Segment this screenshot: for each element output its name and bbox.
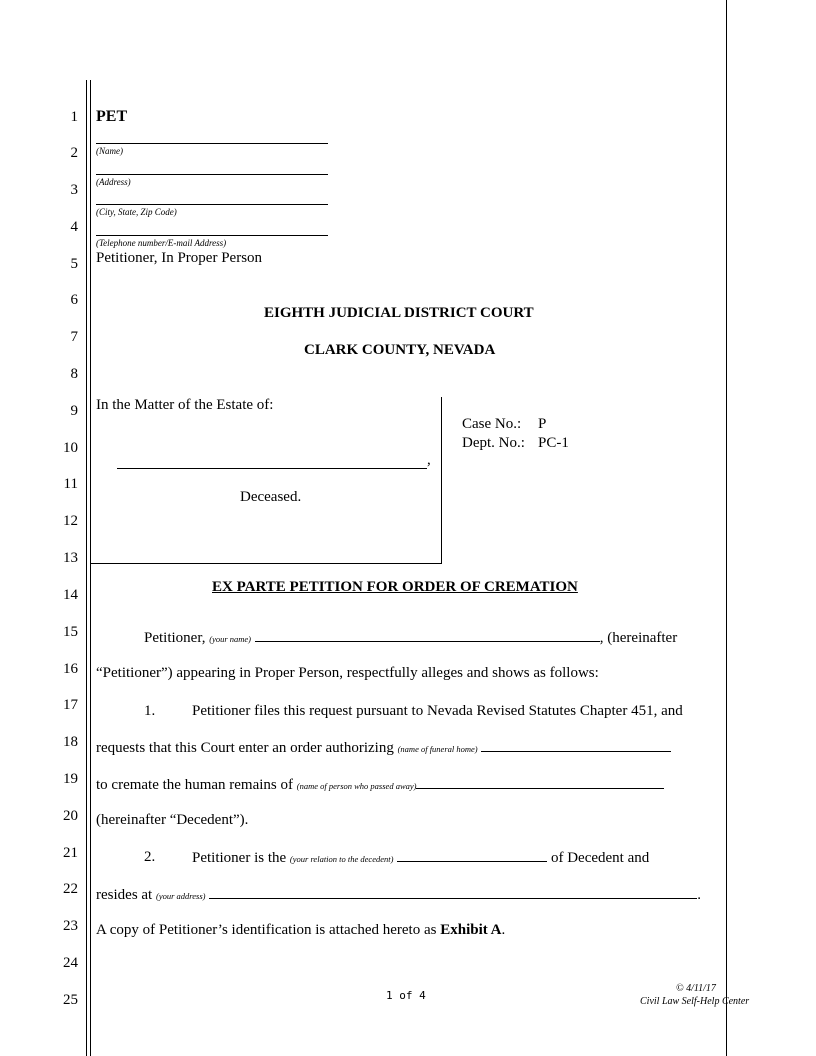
court-county: CLARK COUNTY, NEVADA [304, 342, 496, 358]
line-number: 19 [63, 771, 78, 787]
line-number: 17 [63, 697, 78, 713]
p2-text-b: of Decedent and [550, 850, 650, 866]
address-label: (Address) [96, 177, 131, 187]
case-no-label: Case No.: [462, 416, 522, 432]
dept-no-label: Dept. No.: [462, 435, 525, 451]
decedent-name-field[interactable] [416, 776, 664, 789]
relation-hint: (your relation to the decedent) [289, 854, 394, 864]
line-number: 2 [70, 145, 78, 161]
line-number: 7 [70, 329, 78, 345]
decedent-name-hint: (name of person who passed away) [296, 781, 417, 791]
p1-text: Petitioner files this request pursuant to Nevada Revised Statutes Chapter 451, and [192, 703, 683, 719]
caption-matter: In the Matter of the Estate of: [96, 397, 274, 413]
p2-line2-text: resides at [96, 887, 153, 903]
page-number: 1 of 4 [386, 989, 426, 1002]
p2-line2-end: . [697, 887, 701, 903]
p1-number: 1. [144, 703, 156, 719]
dept-no-value: PC-1 [538, 435, 569, 451]
p1-line3-text: to cremate the human remains of [96, 777, 294, 793]
p1-line-3 [96, 776, 664, 794]
p1-line-2 [96, 739, 671, 757]
phone-line [96, 235, 328, 236]
line-number: 12 [63, 513, 78, 529]
intro-line-2: “Petitioner”) appearing in Proper Person, respectfully alleges and shows as follows: [96, 665, 599, 681]
court-name: EIGHTH JUDICIAL DISTRICT COURT [264, 305, 534, 321]
line-number: 25 [63, 992, 78, 1008]
p2-line3-text: A copy of Petitioner’s identification is attached hereto as [96, 922, 437, 938]
p1-line-4: (hereinafter “Decedent”). [96, 812, 249, 828]
line-number: 23 [63, 918, 78, 934]
p2-line-1 [192, 849, 649, 867]
line-number: 1 [70, 109, 78, 125]
intro-hint: (your name) [209, 634, 252, 644]
revision-date: © 4/11/17 [676, 983, 716, 994]
line-number: 11 [63, 476, 78, 492]
relation-field[interactable] [397, 849, 547, 862]
address-line [96, 174, 328, 175]
line-number: 6 [70, 292, 78, 308]
line-number: 24 [63, 955, 78, 971]
p2-line-3 [96, 922, 505, 939]
p2-number: 2. [144, 849, 156, 865]
margin-rule-left-2 [90, 80, 91, 1056]
your-address-field[interactable] [209, 886, 697, 899]
name-line [96, 143, 328, 144]
case-no-value: P [538, 416, 547, 432]
address-hint: (your address) [155, 891, 206, 901]
caption-box-bottom-rule [91, 563, 442, 564]
line-number: 15 [63, 624, 78, 640]
decedent-name-line [117, 468, 427, 469]
caption-box-right-rule [441, 397, 442, 564]
line-number: 5 [70, 256, 78, 272]
funeral-home-field[interactable] [481, 739, 671, 752]
p2-line3-end: . [501, 922, 506, 938]
filing-code: PET [96, 108, 128, 125]
line-number: 10 [63, 440, 78, 456]
caption-comma: , [427, 452, 431, 468]
line-number: 13 [63, 550, 78, 566]
intro-line-1 [144, 629, 677, 647]
city-line [96, 204, 328, 205]
caption-deceased: Deceased. [240, 489, 302, 505]
line-number: 14 [63, 587, 78, 603]
party-role: Petitioner, In Proper Person [96, 250, 263, 266]
p2-line-2 [96, 886, 701, 904]
line-number: 22 [63, 881, 78, 897]
city-label: (City, State, Zip Code) [96, 207, 177, 217]
line-number: 20 [63, 808, 78, 824]
margin-rule-right [726, 0, 727, 1056]
exhibit-a: Exhibit A [440, 922, 502, 938]
name-label: (Name) [96, 146, 123, 156]
line-number: 16 [63, 661, 78, 677]
line-number: 3 [70, 182, 78, 198]
p2-text-a: Petitioner is the [192, 850, 287, 866]
your-name-field[interactable] [255, 629, 600, 642]
p1-line2-text: requests that this Court enter an order authorizing [96, 740, 394, 756]
line-number: 8 [70, 366, 78, 382]
intro-petitioner: Petitioner, [144, 630, 206, 646]
funeral-home-hint: (name of funeral home) [397, 744, 478, 754]
document-title: EX PARTE PETITION FOR ORDER OF CREMATION [212, 579, 578, 595]
intro-hereinafter: , (hereinafter [599, 630, 678, 646]
phone-label: (Telephone number/E-mail Address) [96, 238, 227, 248]
line-number: 18 [63, 734, 78, 750]
margin-rule-left-1 [86, 80, 87, 1056]
line-number: 21 [63, 845, 78, 861]
line-number: 4 [70, 219, 78, 235]
self-help-center: Civil Law Self-Help Center [640, 996, 750, 1007]
line-number: 9 [70, 403, 78, 419]
